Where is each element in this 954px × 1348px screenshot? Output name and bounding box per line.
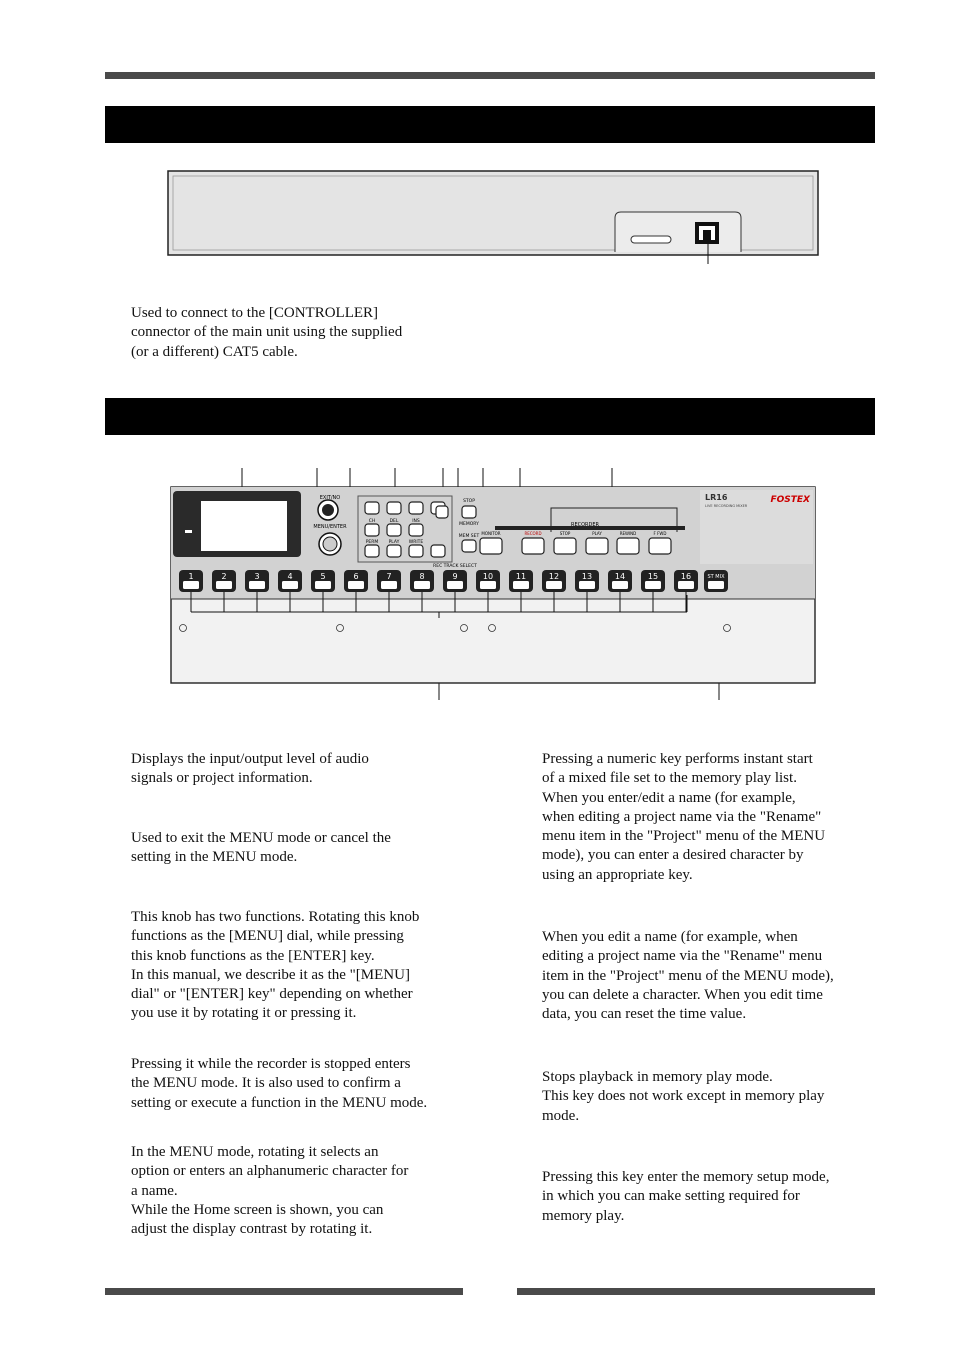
mem-set-key-description: Pressing this key enter the memory setup mode, in which you can make setting required for memory play. <box>542 1169 830 1224</box>
rear-panel-illustration <box>165 168 825 268</box>
track-key-label: 1 <box>188 572 194 581</box>
mem-set-label: MEM SET <box>458 534 480 539</box>
track-key-label: 7 <box>386 572 392 581</box>
del-key-label: DEL <box>389 519 399 524</box>
f-fwd-label: F FWD <box>653 531 667 536</box>
menu-dial-description: In the MENU mode, rotating it selects an option or enters an alphanumeric character for a name. While the Home screen is shown, you can adjust the display contrast by rotating it. <box>131 1144 409 1238</box>
front-panel-illustration <box>165 462 825 706</box>
del-key-description: When you edit a name (for example, when editing a project name via the "Rename" menu item in the "Project" menu of the MENU mode), you can delete a character. When you edit time data, you can reset the time value. <box>542 929 834 1023</box>
model-sub-logo: LIVE RECORDING MIXER <box>705 504 748 508</box>
st-mix-label: ST MIX <box>707 574 725 580</box>
track-key-label: 3 <box>254 572 260 581</box>
rear-panel-description: Used to connect to the [CONTROLLER] connector of the main unit using the supplied (or a different) CAT5 cable. <box>131 305 403 360</box>
bottom-rule-left <box>105 1288 463 1295</box>
track-key-label: 8 <box>419 572 425 581</box>
track-key-label: 14 <box>614 572 626 581</box>
memory-stop-key-description: Stops playback in memory play mode. This key does not work except in memory play mode. <box>542 1069 825 1124</box>
enter-key-description: Pressing it while the recorder is stopped enters the MENU mode. It is also used to confirm a setting or execute a function in the MENU mode. <box>131 1056 428 1111</box>
track-key-label: 16 <box>680 572 692 581</box>
perm-key-label: PERM <box>365 540 379 545</box>
memory-stop-label: STOP <box>463 499 475 504</box>
rec-stop-label: STOP <box>559 531 571 536</box>
track-key-label: 13 <box>581 572 593 581</box>
write-key-label: WRITE <box>408 540 424 545</box>
track-key-label: 11 <box>515 572 527 581</box>
section-header-rear-panel <box>105 106 875 143</box>
track-key-label: 5 <box>320 572 326 581</box>
section-header-front-panel <box>105 398 875 435</box>
ch-key-label: CH <box>368 519 376 524</box>
bottom-rule-right <box>517 1288 875 1295</box>
track-key-label: 2 <box>221 572 227 581</box>
controller-port-icon <box>695 222 719 244</box>
exit-no-key-description: Used to exit the MENU mode or cancel the setting in the MENU mode. <box>131 830 391 866</box>
brand-logo: FOSTEX <box>770 495 810 505</box>
numeric-keys-description: Pressing a numeric key performs instant start of a mixed file set to the memory play list. When you enter/edit a name (for example, when editing a project name via the "Rename" menu item in the "Project" menu of the MENU mode), you can enter a desired character by using an appropriate key. <box>542 751 826 883</box>
memory-label: MEMORY <box>459 522 479 527</box>
monitor-label: MONITOR <box>481 531 501 536</box>
track-key-label: 6 <box>353 572 359 581</box>
model-logo: LR16 <box>705 493 728 502</box>
menu-enter-knob-description: This knob has two functions. Rotating this knob functions as the [MENU] dial, while pressing this knob functions as the [ENTER] key. In this manual, we describe it as the "[MENU] dial" or "[ENTER] key" depending on whether you use it by rotating it or pressing it. <box>131 909 420 1022</box>
ins-key-label: INS <box>412 519 420 524</box>
track-key-label: 10 <box>482 572 494 581</box>
play-key-label: PLAY <box>388 540 400 545</box>
track-key-label: 9 <box>452 572 458 581</box>
rec-track-select-label: REC TRACK SELECT <box>433 564 477 569</box>
recorder-label: RECORDER <box>570 522 600 528</box>
record-label: RECORD <box>524 531 542 536</box>
menu-enter-label: MENU/ENTER <box>313 524 347 530</box>
rec-play-label: PLAY <box>592 531 602 536</box>
display-description: Displays the input/output level of audio signals or project information. <box>131 751 369 787</box>
rewind-label: REWIND <box>619 531 637 536</box>
top-rule <box>105 72 875 79</box>
track-key-label: 4 <box>287 572 293 581</box>
track-key-label: 15 <box>647 572 659 581</box>
track-key-label: 12 <box>548 572 560 581</box>
exit-no-label: EXIT/NO <box>319 495 341 501</box>
